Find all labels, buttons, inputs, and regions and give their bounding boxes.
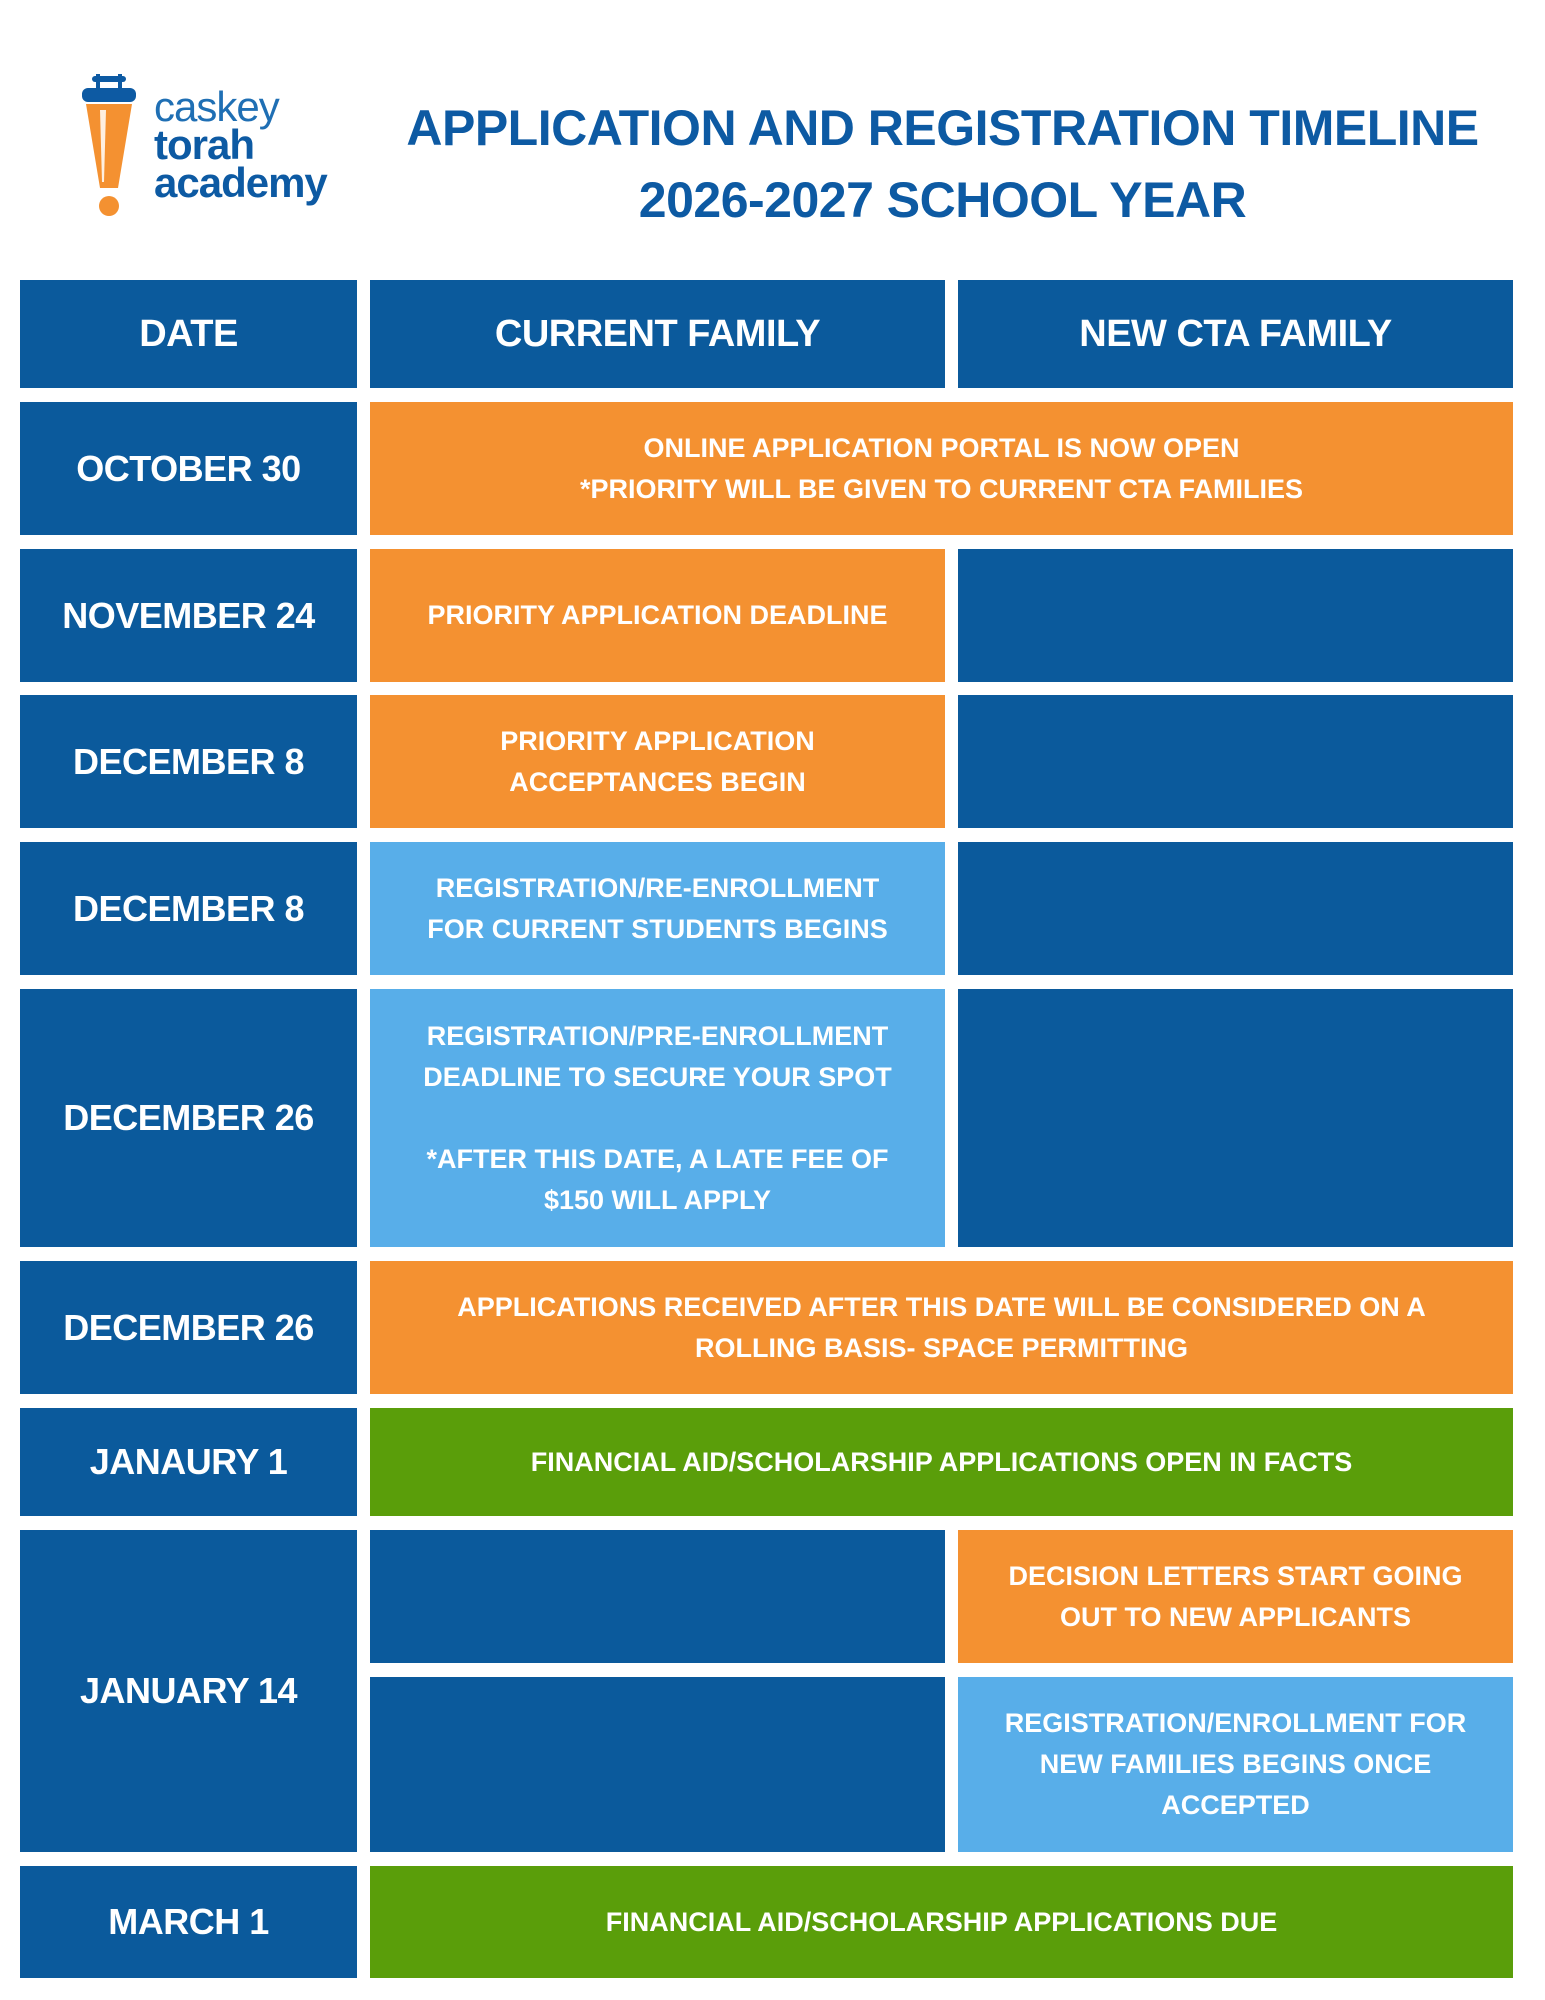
title-line-1: APPLICATION AND REGISTRATION TIMELINE: [406, 100, 1479, 156]
header-new-cta-family: NEW CTA FAMILY: [958, 280, 1513, 388]
event-cell-both: FINANCIAL AID/SCHOLARSHIP APPLICATIONS DUE: [370, 1866, 1513, 1978]
event-cell-current: PRIORITY APPLICATION DEADLINE: [370, 549, 945, 682]
event-cell-new: REGISTRATION/ENROLLMENT FOR NEW FAMILIES BEGINS ONCE ACCEPTED: [958, 1677, 1513, 1852]
logo-line-academy: academy: [154, 159, 327, 206]
event-cell-current: REGISTRATION/PRE-ENROLLMENT DEADLINE TO SECURE YOUR SPOT *AFTER THIS DATE, A LATE FEE OF $150 WILL APPLY: [370, 989, 945, 1247]
event-cell-current: REGISTRATION/RE-ENROLLMENT FOR CURRENT STUDENTS BEGINS: [370, 842, 945, 975]
date-cell: DECEMBER 8: [20, 695, 357, 828]
empty-cell-new: [958, 695, 1513, 828]
event-cell-both: ONLINE APPLICATION PORTAL IS NOW OPEN *PRIORITY WILL BE GIVEN TO CURRENT CTA FAMILIES: [370, 402, 1513, 535]
date-cell: DECEMBER 8: [20, 842, 357, 975]
date-cell: DECEMBER 26: [20, 989, 357, 1247]
header-date: DATE: [20, 280, 357, 388]
logo-line-torah: torah: [154, 121, 254, 168]
event-cell-new: DECISION LETTERS START GOING OUT TO NEW APPLICANTS: [958, 1530, 1513, 1663]
empty-cell-new: [958, 549, 1513, 682]
empty-cell-current: [370, 1530, 945, 1663]
event-cell-current: PRIORITY APPLICATION ACCEPTANCES BEGIN: [370, 695, 945, 828]
page-title: [380, 92, 1505, 236]
date-cell: DECEMBER 26: [20, 1261, 357, 1394]
logo-wordmark: [154, 83, 327, 206]
event-cell-both: APPLICATIONS RECEIVED AFTER THIS DATE WILL BE CONSIDERED ON A ROLLING BASIS- SPACE PERMITTING: [370, 1261, 1513, 1394]
event-cell-both: FINANCIAL AID/SCHOLARSHIP APPLICATIONS OPEN IN FACTS: [370, 1408, 1513, 1516]
empty-cell-new: [958, 989, 1513, 1247]
header-current-family: CURRENT FAMILY: [370, 280, 945, 388]
logo-line-caskey: caskey: [154, 83, 279, 130]
date-cell: MARCH 1: [20, 1866, 357, 1978]
date-cell: OCTOBER 30: [20, 402, 357, 535]
torah-scroll-icon: [74, 70, 144, 220]
date-cell: JANUARY 14: [20, 1530, 357, 1852]
empty-cell-new: [958, 842, 1513, 975]
title-line-2: 2026-2027 SCHOOL YEAR: [638, 172, 1247, 228]
date-cell: JANAURY 1: [20, 1408, 357, 1516]
date-cell: NOVEMBER 24: [20, 549, 357, 682]
school-logo: [74, 70, 364, 230]
empty-cell-current: [370, 1677, 945, 1852]
